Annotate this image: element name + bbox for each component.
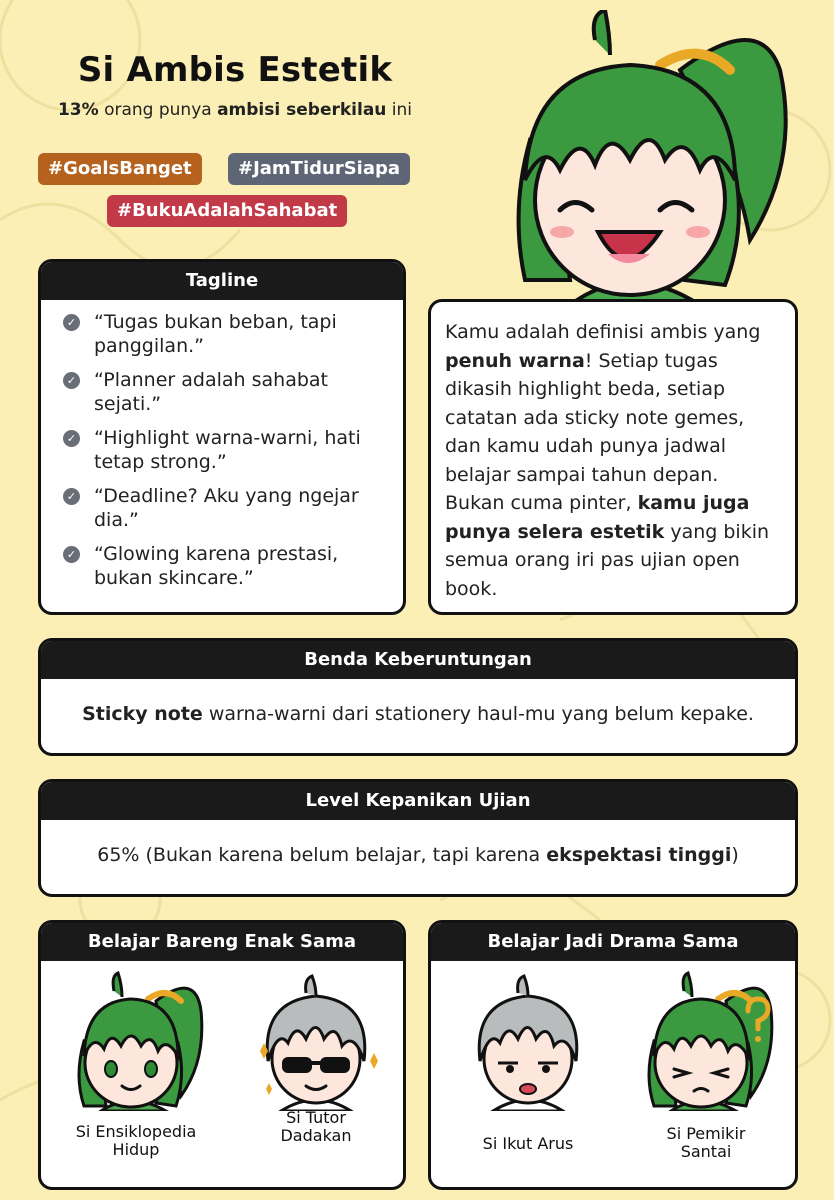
tag-jam-tidur-siapa: #JamTidurSiapa [228,153,410,185]
check-circle-icon: ✓ [63,546,80,563]
lucky-item-bold: Sticky note [82,703,203,725]
tagline-text: “Planner adalah sahabat sejati.” [94,369,328,415]
buddy-name-pemikir-santai: Si Pemikir Santai [666,1124,746,1161]
good-buddies-card [38,920,406,1190]
drama-buddies-row [431,961,795,1161]
buddy-pemikir-santai [621,961,791,1161]
subtitle-end: ini [386,100,413,120]
lucky-item-rest: warna-warni dari stationery haul-mu yang belum kepake. [202,703,754,725]
description-bold: penuh warna [445,349,585,372]
gray-hair-boy-sunglasses-illustration [246,971,386,1111]
buddy-name-tutor-dadakan: Si Tutor Dadakan [280,1108,352,1145]
panic-level-heading: Level Kepanikan Ujian [41,782,795,820]
subtitle-bold: ambisi seberkilau [217,100,387,120]
tagline-text: “Highlight warna-warni, hati tetap strong.” [94,427,361,473]
page-title: Si Ambis Estetik [77,50,393,90]
drama-buddies-card [428,920,798,1190]
buddy-tutor-dadakan [231,961,401,1161]
subtitle-percent: 13% [57,100,99,120]
panic-level-card [38,779,798,897]
tagline-list [41,300,403,590]
green-hair-girl-thinking-illustration [636,971,776,1111]
subtitle-mid: orang punya [98,100,218,120]
tagline-item [63,542,385,590]
buddy-ensiklopedia [51,961,221,1161]
panic-level-end: ) [731,844,739,866]
lucky-item-card [38,638,798,756]
lucky-item-text [41,679,795,749]
tagline-item [63,484,385,532]
main-character-illustration [500,10,800,305]
buddy-name-ensiklopedia: Si Ensiklopedia Hidup [75,1122,197,1159]
tagline-heading: Tagline [41,262,403,300]
check-circle-icon: ✓ [63,488,80,505]
lucky-item-heading: Benda Keberuntungan [41,641,795,679]
good-buddies-heading: Belajar Bareng Enak Sama [41,923,403,961]
tagline-item [63,368,385,416]
gray-hair-boy-bored-illustration [458,971,598,1111]
description-bold: kamu juga punya selera estetik [445,492,750,543]
check-circle-icon: ✓ [63,430,80,447]
drama-buddies-heading: Belajar Jadi Drama Sama [431,923,795,961]
good-buddies-row [41,961,403,1161]
buddy-name-ikut-arus: Si Ikut Arus [482,1134,574,1153]
tagline-item [63,310,385,358]
description-card [428,299,798,615]
tagline-item [63,426,385,474]
page-subtitle [20,100,450,120]
tagline-card [38,259,406,615]
tagline-text: “Glowing karena prestasi, bukan skincare.” [94,543,339,589]
panic-level-text [41,820,795,890]
description-part: ! Setiap tugas dikasih highlight beda, setiap catatan ada sticky note gemes, dan kamu udah punya jadwal belajar sampai tahun depan. Bukan cuma pinter, [445,349,745,514]
panic-level-bold: ekspektasi tinggi [546,844,732,866]
tag-buku-adalah-sahabat: #BukuAdalahSahabat [107,195,347,227]
check-circle-icon: ✓ [63,314,80,331]
description-part: yang bikin semua orang iri pas ujian open book. [445,520,770,600]
description-text [431,302,795,615]
tag-goals-banget: #GoalsBanget [38,153,202,185]
tagline-text: “Deadline? Aku yang ngejar dia.” [94,485,359,531]
description-part: Kamu adalah definisi ambis yang [445,321,761,343]
check-circle-icon: ✓ [63,372,80,389]
tagline-text: “Tugas bukan beban, tapi panggilan.” [94,311,337,357]
green-hair-girl-smile-illustration [66,971,206,1111]
panic-level-part: 65% (Bukan karena belum belajar, tapi karena [97,844,547,866]
buddy-ikut-arus [443,961,613,1161]
